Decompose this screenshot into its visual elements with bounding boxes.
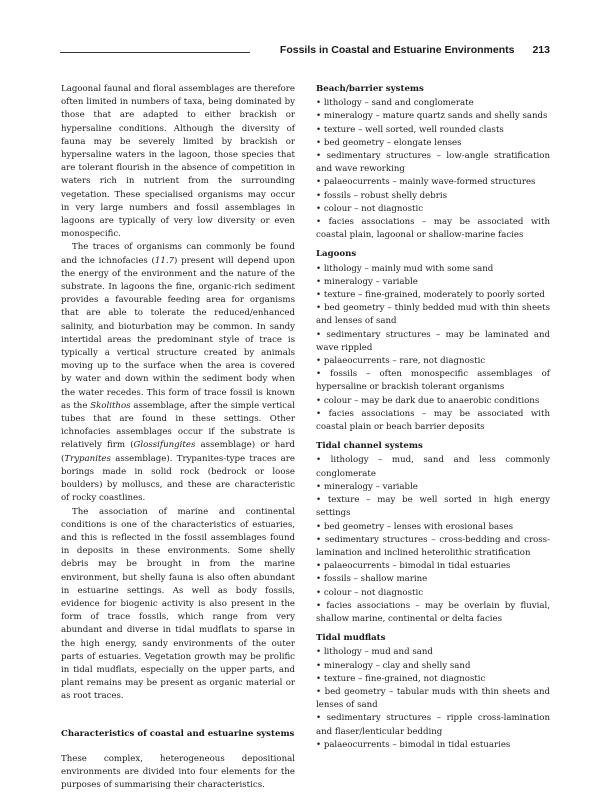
section-title: Tidal mudflats bbox=[316, 633, 386, 644]
list-item: • palaeocurrents – rare, not diagnostic bbox=[316, 355, 550, 368]
list-item: • mineralogy – variable bbox=[316, 276, 550, 289]
list-item: • lithology – mainly mud with some sand bbox=[316, 263, 550, 276]
list-item: • mineralogy – mature quartz sands and shelly sands bbox=[316, 110, 550, 123]
characteristics-section bbox=[316, 248, 550, 434]
list-item: • colour – not diagnostic bbox=[316, 587, 550, 600]
list-item: • sedimentary structures – cross-bedding and cross-lamination and inclined heterolithic stratification bbox=[316, 534, 550, 560]
section-heading: Characteristics of coastal and estuarine systems bbox=[61, 728, 295, 739]
list-item: • palaeocurrents – bimodal in tidal estuaries bbox=[316, 560, 550, 573]
running-header bbox=[280, 44, 550, 56]
header-title: Fossils in Coastal and Estuarine Environments bbox=[279, 44, 515, 56]
paragraph-intro-elements: These complex, heterogeneous depositional environments are divided into four elements for the purposes of summarising their characteristics. bbox=[61, 753, 295, 791]
list-item: • lithology – sand and conglomerate bbox=[316, 97, 550, 110]
list-item: • mineralogy – variable bbox=[316, 481, 550, 494]
skolithos-term: Skolithos bbox=[90, 400, 131, 411]
section-title: Tidal channel systems bbox=[316, 441, 423, 452]
characteristics-section bbox=[316, 440, 550, 626]
page-number: 213 bbox=[532, 44, 550, 56]
list-item: • bed geometry – lenses with erosional bases bbox=[316, 521, 550, 534]
header-rule bbox=[60, 52, 250, 53]
list-item: • bed geometry – thinly bedded mud with thin sheets and lenses of sand bbox=[316, 302, 550, 328]
list-item: • bed geometry – elongate lenses bbox=[316, 137, 550, 150]
list-item: • fossils – often monospecific assemblages of hypersaline or brackish tolerant organisms bbox=[316, 368, 550, 394]
list-item: • facies associations – may be associated with coastal plain or beach barrier deposits bbox=[316, 408, 550, 434]
list-item: • fossils – robust shelly debris bbox=[316, 190, 550, 203]
list-item: • sedimentary structures – ripple cross-lamination and flaser/lenticular bedding bbox=[316, 712, 550, 738]
list-item: • lithology – mud, sand and less commonly conglomerate bbox=[316, 454, 550, 480]
left-column bbox=[61, 83, 295, 792]
paragraph-estuarine-fossils: The association of marine and continental conditions is one of the characteristics of estuaries, and this is reflected in the fossil assemblages found in deposits in these environments. Some shelly debris may be brought in from the marine environment, but shelly fauna is also often abundant in estuarine settings. As well as body fossils, evidence for biogenic activity is also present in the form of trace fossils, which range from very abundant and diverse in tidal mudflats to sparse in the high energy, sandy environments of the outer parts of estuaries. Vegetation growth may be prolific in tidal mudflats, especially on the upper parts, and plant remains may be present as organic material or as root traces. bbox=[61, 506, 295, 702]
list-item: • texture – well sorted, well rounded clasts bbox=[316, 124, 550, 137]
list-item: • bed geometry – tabular muds with thin sheets and lenses of sand bbox=[316, 686, 550, 712]
bullet-list bbox=[316, 263, 550, 435]
section-title: Beach/barrier systems bbox=[316, 84, 424, 94]
list-item: • fossils – shallow marine bbox=[316, 573, 550, 586]
ichnofacies-reference: 11.7 bbox=[154, 255, 175, 266]
right-column bbox=[316, 83, 550, 758]
list-item: • mineralogy – clay and shelly sand bbox=[316, 660, 550, 673]
bullet-list bbox=[316, 646, 550, 752]
list-item: • texture – may be well sorted in high energy settings bbox=[316, 494, 550, 520]
list-item: • lithology – mud and sand bbox=[316, 646, 550, 659]
list-item: • facies associations – may be associated with coastal plain, lagoonal or shallow-marine facies bbox=[316, 216, 550, 242]
paragraph-trace-fossils: The traces of organisms can commonly be found and the ichnofacies (11.7) present will depend upon the energy of the environment and the nature of the substrate. In lagoons the fine, organic-rich sediment provides a favourable feeding area for organisms that are able to tolerate the reduced/enhanced salinity, and bioturbation may be common. In sandy intertidal areas the predominant style of trace is typically a vertical structure created by animals moving up to the surface when the area is covered by water and down within the sediment body when the water recedes. This form of trace fossil is known as the Skolithos assemblage, after the simple vertical tubes that are found in these settings. Other ichnofacies assemblages occur if the substrate is relatively firm (Glossifungites assemblage) or hard (Trypanites assemblage). Trypanites-type traces are borings made in solid rock (bedrock or loose boulders) by molluscs, and these are characteristic of rocky coastlines. bbox=[61, 242, 295, 504]
glossifungites-term: Glossifungites bbox=[133, 440, 196, 451]
trypanites-term: Trypanites bbox=[64, 453, 111, 464]
characteristics-section bbox=[316, 83, 550, 242]
list-item: • texture – fine-grained, not diagnostic bbox=[316, 673, 550, 686]
list-item: • palaeocurrents – mainly wave-formed structures bbox=[316, 176, 550, 189]
bullet-list bbox=[316, 97, 550, 242]
list-item: • sedimentary structures – may be laminated and wave rippled bbox=[316, 329, 550, 355]
list-item: • colour – may be dark due to anaerobic conditions bbox=[316, 395, 550, 408]
list-item: • facies associations – may be overlain by fluvial, shallow marine, continental or delta facies bbox=[316, 600, 550, 626]
list-item: • palaeocurrents – bimodal in tidal estuaries bbox=[316, 739, 550, 752]
paragraph-lagoonal-assemblages: Lagoonal faunal and floral assemblages are therefore often limited in numbers of taxa, being dominated by those that are adapted to either brackish or hypersaline conditions. Although the diversity of fauna may be severely limited by brackish or hypersaline waters in the lagoon, those species that are tolerant flourish in the absence of competition in waters rich in nutrient from the surrounding vegetation. These specialised organisms may occur in very large numbers and fossil assemblages in lagoons are typically of very low diversity or even monospecific. bbox=[61, 84, 295, 240]
list-item: • sedimentary structures – low-angle stratification and wave reworking bbox=[316, 150, 550, 176]
section-title: Lagoons bbox=[316, 249, 357, 260]
list-item: • colour – not diagnostic bbox=[316, 203, 550, 216]
bullet-list bbox=[316, 454, 550, 626]
characteristics-section bbox=[316, 632, 550, 752]
list-item: • texture – fine-grained, moderately to poorly sorted bbox=[316, 289, 550, 302]
